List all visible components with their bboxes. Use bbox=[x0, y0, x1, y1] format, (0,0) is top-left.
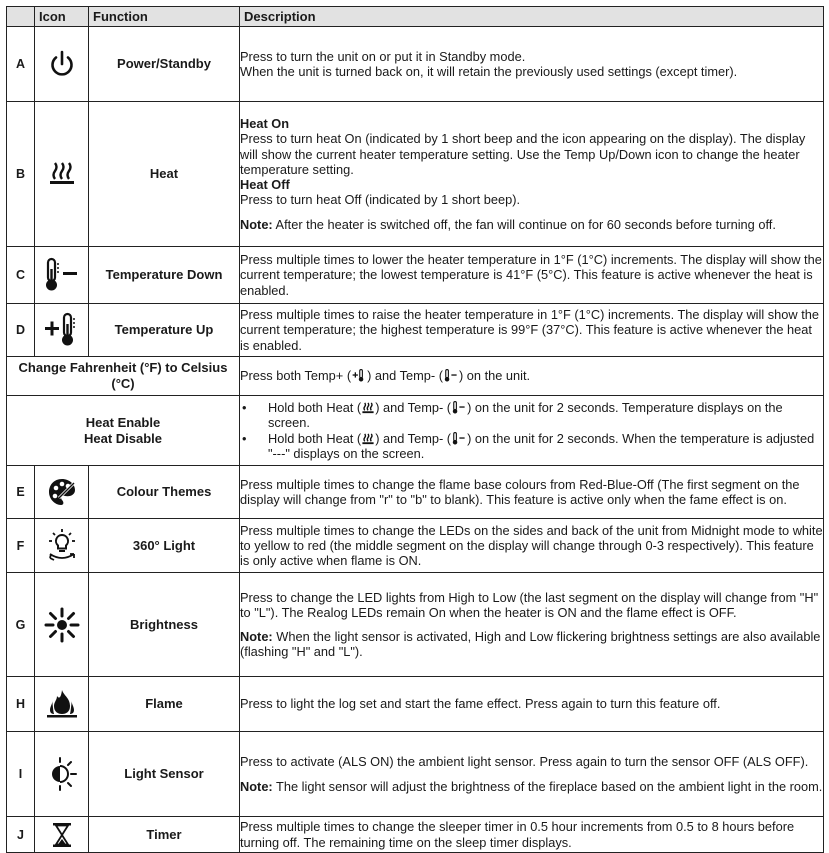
header-description: Description bbox=[240, 7, 824, 27]
function-name: Heat bbox=[89, 102, 240, 247]
header-icon: Icon bbox=[35, 7, 89, 27]
header-function: Function bbox=[89, 7, 240, 27]
description: Press multiple times to raise the heater temperature in 1°F (1°C) increments. The display will show the current temperature; the highest temperature is 99°F (37°C). This feature is active whenever the heat is enabled. bbox=[240, 304, 824, 357]
flame-icon bbox=[45, 688, 79, 720]
function-name: Heat Enable Heat Disable bbox=[7, 396, 240, 466]
description: Press multiple times to change the sleeper timer in 0.5 hour increments from 0.5 to 8 hours before turning off. The remaining time on the sleep timer displays. bbox=[240, 817, 824, 853]
thermometer-minus-icon bbox=[451, 431, 467, 446]
function-name: Temperature Down bbox=[89, 247, 240, 304]
row-letter: J bbox=[7, 817, 35, 853]
heat-icon bbox=[361, 401, 375, 415]
table-row-light-sensor bbox=[7, 732, 824, 817]
list-item: • Hold both Heat ( ) and Temp- ( ) on the unit for 2 seconds. Temperature displays on the screen. bbox=[242, 400, 783, 431]
description: Press to activate (ALS ON) the ambient light sensor. Press again to turn the sensor OFF (ALS OFF). Note: The light sensor will adjust the brightness of the fireplace based on the ambient light in the room. bbox=[240, 732, 824, 817]
heat-icon bbox=[47, 159, 77, 189]
function-table bbox=[6, 6, 824, 853]
thermometer-minus-icon bbox=[443, 368, 459, 383]
table-row-temperature-up bbox=[7, 304, 824, 357]
table-row-flame bbox=[7, 677, 824, 732]
description: Press multiple times to change the LEDs on the sides and back of the unit from Midnight mode to white to yellow to red (the middle segment on the display will change through 0-3 respectively). This feature is only active when flame is ON. bbox=[240, 519, 824, 573]
table-row-brightness bbox=[7, 573, 824, 677]
table-row-360-light bbox=[7, 519, 824, 573]
table-header-row bbox=[7, 7, 824, 27]
list-item: • Hold both Heat ( ) and Temp- ( ) on the unit for 2 seconds. When the temperature is adjusted "---" displays on the screen. bbox=[242, 430, 815, 461]
light-360-icon bbox=[44, 528, 80, 564]
thermometer-minus-icon bbox=[451, 400, 467, 415]
row-letter: I bbox=[7, 732, 35, 817]
table-row-colour-themes bbox=[7, 466, 824, 519]
function-name: Flame bbox=[89, 677, 240, 732]
thermometer-minus-icon bbox=[42, 255, 82, 295]
description: Press to turn the unit on or put it in Standby mode. When the unit is turned back on, it will retain the previously used settings (except timer). bbox=[240, 27, 824, 102]
light-sensor-icon bbox=[44, 756, 80, 792]
function-name: Change Fahrenheit (°F) to Celsius (°C) bbox=[7, 357, 240, 396]
row-letter: H bbox=[7, 677, 35, 732]
description: Heat On Press to turn heat On (indicated by 1 short beep and the icon appearing on the display). The display will show the current heater temperature setting. Use the Temp Up/Down icon to change the heater temperature setting. Heat Off Press to turn heat Off (indicated by 1 short beep). Note: After the heater is switched off, the fan will continue on for 60 seconds before turning off. bbox=[240, 102, 824, 247]
heat-icon bbox=[361, 432, 375, 446]
function-name: Light Sensor bbox=[89, 732, 240, 817]
table-row-power bbox=[7, 27, 824, 102]
row-letter: A bbox=[7, 27, 35, 102]
function-name: Temperature Up bbox=[89, 304, 240, 357]
function-name: Brightness bbox=[89, 573, 240, 677]
table-row-heat bbox=[7, 102, 824, 247]
table-row-fahrenheit-celsius bbox=[7, 357, 824, 396]
row-letter: C bbox=[7, 247, 35, 304]
function-name: Colour Themes bbox=[89, 466, 240, 519]
description: Press both Temp+ ( ) and Temp- ( ) on the unit. bbox=[240, 357, 824, 396]
thermometer-plus-icon bbox=[351, 368, 367, 383]
function-name: Timer bbox=[89, 817, 240, 853]
hourglass-icon bbox=[51, 822, 73, 848]
table-row-timer bbox=[7, 817, 824, 853]
brightness-icon bbox=[44, 607, 80, 643]
row-letter: E bbox=[7, 466, 35, 519]
header-letter bbox=[7, 7, 35, 27]
palette-icon bbox=[47, 477, 77, 507]
power-icon bbox=[45, 47, 79, 81]
table-row-temperature-down bbox=[7, 247, 824, 304]
description: Press multiple times to lower the heater temperature in 1°F (1°C) increments. The display will show the current temperature; the lowest temperature is 41°F (5°C). This feature is active whenever the heat is enabled. bbox=[240, 247, 824, 304]
row-letter: B bbox=[7, 102, 35, 247]
thermometer-plus-icon bbox=[42, 310, 82, 350]
bullet-list bbox=[240, 400, 823, 461]
function-name: Power/Standby bbox=[89, 27, 240, 102]
function-name: 360° Light bbox=[89, 519, 240, 573]
row-letter: F bbox=[7, 519, 35, 573]
row-letter: D bbox=[7, 304, 35, 357]
description: Press to light the log set and start the fame effect. Press again to turn this feature off. bbox=[240, 677, 824, 732]
description bbox=[240, 396, 824, 466]
table-row-heat-enable bbox=[7, 396, 824, 466]
description: Press multiple times to change the flame base colours from Red-Blue-Off (The first segment on the display will change from "r" to "b" to blank). This feature is active only when the fame effect is on. bbox=[240, 466, 824, 519]
row-letter: G bbox=[7, 573, 35, 677]
description: Press to change the LED lights from High to Low (the last segment on the display will change from "H" to "L"). The Realog LEDs remain On when the heater is ON and the flame effect is OFF. Note: When the light sensor is activated, High and Low flickering brightness settings are also available (flashing "H" and "L"). bbox=[240, 573, 824, 677]
